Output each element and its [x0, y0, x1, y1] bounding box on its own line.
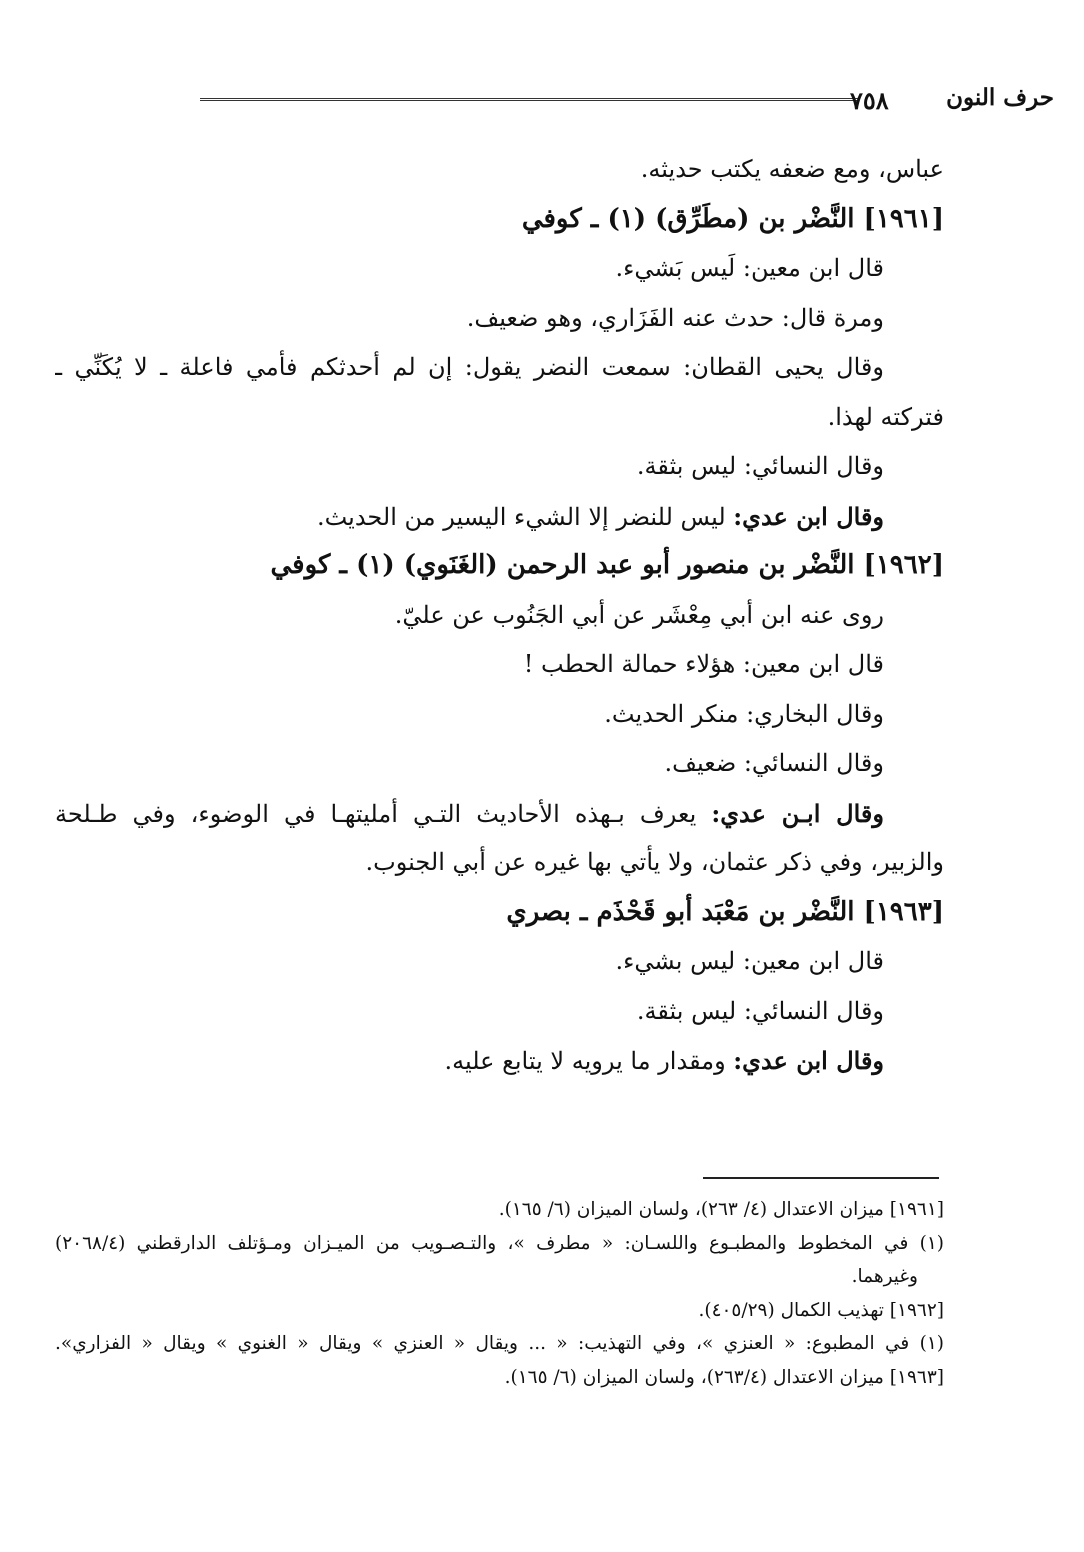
text-line: وقال ابن عدي: ليس للنضر إلا الشيء اليسير من الحديث. [316, 501, 884, 531]
text-line: وقال النسائي: ليس بثقة. [636, 996, 884, 1025]
speaker-label: وقال ابن عدي: [733, 501, 884, 531]
text-line: قال ابن معين: ليس بشيء. [615, 947, 884, 975]
text-line: ومرة قال: حدث عنه الفَزَاري، وهو ضعيف. [466, 303, 884, 332]
footnote-separator [703, 1177, 939, 1179]
text-line: وقال ابن عدي: ومقدار ما يرويه لا يتابع عليه. [444, 1046, 884, 1075]
footnote-line: وغيرهما. [851, 1266, 918, 1287]
text-line: فتركته لهذا. [827, 402, 944, 431]
footnote-line: [١٩٦٣] ميزان الاعتدال (٢٦٣/٤)، ولسان الميزان (٦/ ١٦٥). [504, 1366, 944, 1388]
text-line: وقال النسائي: ليس بثقة. [636, 452, 884, 480]
text-line: وقال يحيى القطان: سمعت النضر يقول: إن لم أحدثكم فأمي فاعلة ـ لا يُكَنِّي ـ [55, 353, 884, 381]
text-line: وقال ابـن عدي: يعرف بـهذه الأحاديث التـي أمليتهـا في الوضوء، وفي طـلحة [55, 798, 884, 828]
entry-heading-1962: [١٩٦٢] النَّضْر بن منصور أبو عبد الرحمن (الغَنَوي) (١) ـ كوفي [270, 550, 944, 580]
footnote-line: (١) في المطبوع: « العنزي »، وفي التهذيب: « ... ويقال « العنزي » ويقال « الغنوي » ويقال « الفزاري». [55, 1333, 944, 1354]
speaker-label: وقال ابـن عدي: [711, 798, 884, 828]
running-title: حرف النون [946, 84, 1054, 111]
header-rule [200, 98, 859, 101]
footnote-line: [١٩٦١] ميزان الاعتدال (٤/ ٢٦٣)، ولسان الميزان (٦/ ١٦٥). [498, 1199, 944, 1220]
text-line: وقال النسائي: ضعيف. [664, 749, 884, 777]
page-number: ٧٥٨ [850, 86, 889, 115]
speaker-label: وقال ابن عدي: [733, 1046, 884, 1075]
text-line: عباس، ومع ضعفه يكتب حديثه. [640, 155, 944, 183]
entry-heading-1961: [١٩٦١] النَّضْر بن (مطَرِّق) (١) ـ كوفي [521, 203, 944, 234]
text-line: وقال البخاري: منكر الحديث. [604, 699, 884, 728]
text-line: والزبير، وفي ذكر عثمان، ولا يأتي بها غيره عن أبي الجنوب. [365, 848, 944, 876]
main-text [55, 145, 944, 1086]
text-line: قال ابن معين: هؤلاء حمالة الحطب ! [523, 650, 884, 678]
entry-heading-1963: [١٩٦٣] النَّضْر بن مَعْبَد أبو قَحْذَم ـ بصري [506, 896, 944, 927]
footnote-line: (١) في المخطوط والمطبـوع واللسـان: « مطرف »، والتـصـويب من الميـزان ومـؤتلف الدارقطني (٢٠٦٨/٤) [55, 1232, 944, 1254]
footnote-line: [١٩٦٢] تهذيب الكمال (٤٠٥/٢٩). [698, 1299, 944, 1321]
text-line: قال ابن معين: لَيس بَشيء. [615, 254, 884, 282]
text-line: روى عنه ابن أبي مِعْشَر عن أبي الجَنُوب عن عليّ. [394, 600, 884, 629]
page-header [30, 82, 1054, 122]
footnotes [55, 1193, 944, 1394]
